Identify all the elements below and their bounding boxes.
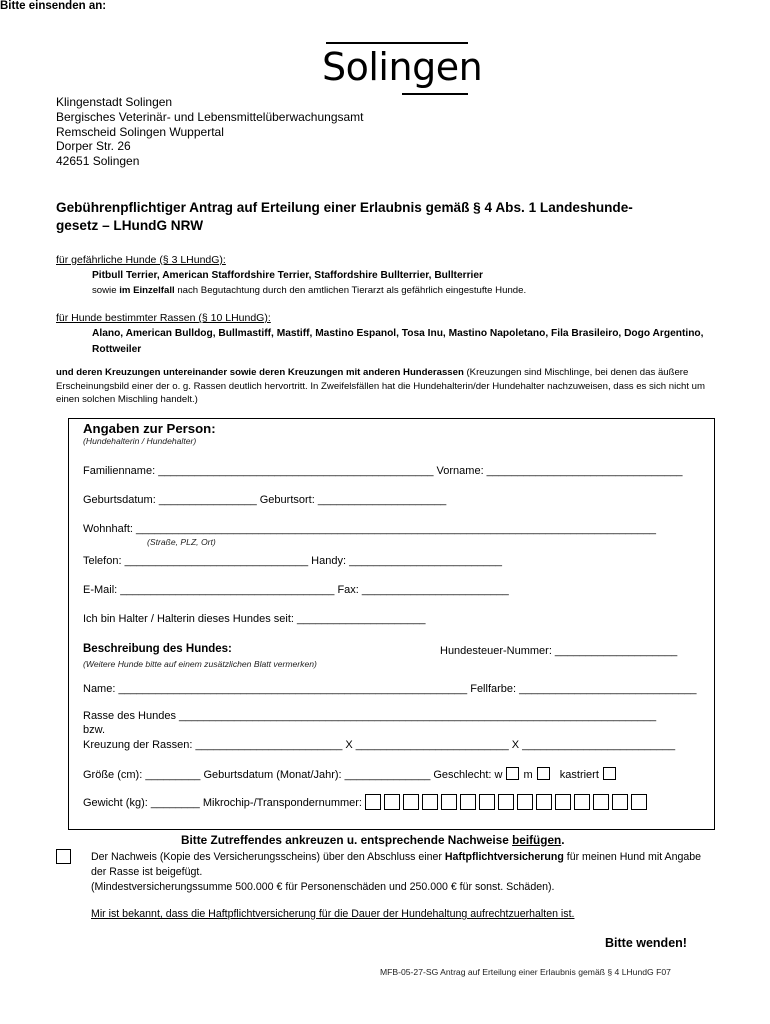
female-checkbox[interactable] xyxy=(506,767,519,780)
dog-name-field[interactable]: Name: _________________________________________________________ Fellfarbe: _____________________________ xyxy=(83,683,697,695)
dog-subheading: (Weitere Hunde bitte auf einem zusätzlichen Blatt vermerken) xyxy=(83,659,317,669)
proof-text-2: für meinen Hund mit Angabe der Rasse ist beigefügt. xyxy=(91,851,702,878)
proof-bold: Haftpflichtversicherung xyxy=(444,851,564,863)
dog-tax-number-field[interactable]: Hundesteuer-Nummer: ____________________ xyxy=(440,645,678,657)
male-checkbox[interactable] xyxy=(537,767,550,780)
male-label: m xyxy=(523,769,533,781)
size-row xyxy=(83,767,620,781)
neutered-label: kastriert xyxy=(559,769,599,781)
chip-digit-box[interactable] xyxy=(365,794,381,810)
size-birth-gender-label: Größe (cm): _________ Geburtsdatum (Monat/Jahr): ______________ Geschlecht: w xyxy=(83,769,503,781)
crossbreed-text: (Kreuzungen sind Mischlinge, bei denen das äußere Erscheinungsbild einer der o. g. Rassen deutlich hervortritt. In Zweifelsfällen hat die Hundehalterin/der Hundehalter nachzuweisen, dass es sich nicht um einen solchen Mischling handelt.) xyxy=(56,367,705,405)
person-heading: Angaben zur Person: xyxy=(83,421,216,436)
email-field[interactable]: E-Mail: ___________________________________ Fax: ________________________ xyxy=(83,584,509,596)
address-line: Klingenstadt Solingen xyxy=(56,95,173,109)
recipient-address xyxy=(56,95,364,169)
chip-digit-box[interactable] xyxy=(612,794,628,810)
heading-underlined: beifügen xyxy=(512,833,562,847)
heading-prefix: Bitte Zutreffendes ankreuzen u. entsprechende Nachweise xyxy=(181,833,513,847)
neutered-checkbox[interactable] xyxy=(603,767,616,780)
dangerous-dogs-label: für gefährliche Hunde (§ 3 LHundG): xyxy=(56,254,226,266)
chip-digit-box[interactable] xyxy=(555,794,571,810)
person-subheading: (Hundehalterin / Hundehalter) xyxy=(83,436,197,446)
crossbreed-bold: und deren Kreuzungen untereinander sowie deren Kreuzungen mit anderen Hunderassen xyxy=(56,367,464,378)
chip-digit-box[interactable] xyxy=(536,794,552,810)
address-line: Bergisches Veterinär- und Lebensmittelüberwachungsamt xyxy=(56,109,364,124)
chip-digit-box[interactable] xyxy=(479,794,495,810)
insurance-awareness-text: Mir ist bekannt, dass die Haftpflichtversicherung für die Dauer der Hundehaltung aufrechtzuerhalten ist. xyxy=(91,908,575,920)
chip-digit-box[interactable] xyxy=(574,794,590,810)
dangerous-breeds: Pitbull Terrier, American Staffordshire Terrier, Staffordshire Bullterrier, Bullterrier xyxy=(92,270,484,281)
chip-digit-box[interactable] xyxy=(403,794,419,810)
residence-hint: (Straße, PLZ, Ort) xyxy=(147,537,216,547)
address-line: Dorper Str. 26 xyxy=(56,139,131,154)
chip-number-boxes xyxy=(365,794,650,810)
certain-breeds-label: für Hunde bestimmter Rassen (§ 10 LHundG): xyxy=(56,312,271,324)
weight-chip-row xyxy=(83,794,650,810)
attachments-heading xyxy=(181,833,565,847)
heading-suffix: . xyxy=(561,833,565,847)
dog-heading: Beschreibung des Hundes: xyxy=(83,643,232,655)
note-bold: im Einzelfall xyxy=(119,285,175,296)
dangerous-note xyxy=(92,285,526,296)
phone-field[interactable]: Telefon: ______________________________ Handy: _________________________ xyxy=(83,555,503,567)
crossbreed-paragraph xyxy=(56,366,716,407)
insurance-proof-text xyxy=(91,850,711,895)
birth-field[interactable]: Geburtsdatum: ________________ Geburtsort: _____________________ xyxy=(83,494,447,506)
chip-digit-box[interactable] xyxy=(422,794,438,810)
chip-digit-box[interactable] xyxy=(593,794,609,810)
form-footer: MFB-05-27-SG Antrag auf Erteilung einer Erlaubnis gemäß § 4 LHundG F07 xyxy=(380,967,671,977)
residence-field[interactable]: Wohnhaft: _____________________________________________________________________________________ xyxy=(83,523,656,535)
chip-digit-box[interactable] xyxy=(460,794,476,810)
proof-text-3: (Mindestversicherungssumme 500.000 € für Personenschäden und 250.000 € für sonst. Schäden). xyxy=(91,881,555,893)
dog-breed-field[interactable]: Rasse des Hundes ______________________________________________________________________________ xyxy=(83,710,657,722)
holder-since-field[interactable]: Ich bin Halter / Halterin dieses Hundes seit: _____________________ xyxy=(83,613,426,625)
certain-breeds: Alano, American Bulldog, Bullmastiff, Mastiff, Mastino Espanol, Tosa Inu, Mastino Napoletano, Fila Brasileiro, Dogo Argentino, Rottweiler xyxy=(92,328,704,355)
note-suffix: nach Begutachtung durch den amtlichen Tierarzt als gefährlich eingestufte Hunde. xyxy=(174,285,527,296)
solingen-logo xyxy=(320,40,483,100)
chip-digit-box[interactable] xyxy=(384,794,400,810)
note-prefix: sowie xyxy=(92,285,120,296)
send-to-label: Bitte einsenden an: xyxy=(0,0,107,12)
insurance-proof-checkbox[interactable] xyxy=(56,849,71,864)
address-line: Remscheid Solingen Wuppertal xyxy=(56,124,224,139)
address-line: 42651 Solingen xyxy=(56,154,140,169)
chip-digit-box[interactable] xyxy=(498,794,514,810)
logo-top-line xyxy=(326,42,468,44)
crossbreed-field[interactable]: Kreuzung der Rassen: ________________________ X _________________________ X _________________________ xyxy=(83,739,676,751)
weight-chip-label: Gewicht (kg): ________ Mikrochip-/Transpondernummer: xyxy=(83,797,362,809)
chip-digit-box[interactable] xyxy=(631,794,647,810)
chip-digit-box[interactable] xyxy=(517,794,533,810)
familyname-field[interactable]: Familienname: _____________________________________________ Vorname: ________________________________ xyxy=(83,465,683,477)
document-title: Gebührenpflichtiger Antrag auf Erteilung einer Erlaubnis gemäß § 4 Abs. 1 Landeshunde-gesetz – LHundG NRW xyxy=(56,200,633,233)
chip-digit-box[interactable] xyxy=(441,794,457,810)
logo-wordmark: Solingen xyxy=(322,45,483,89)
logo-bottom-line xyxy=(402,93,468,95)
proof-text-1: Der Nachweis (Kopie des Versicherungsscheins) über den Abschluss einer xyxy=(91,851,445,863)
or-label: bzw. xyxy=(83,724,106,736)
application-form-box xyxy=(68,418,715,830)
please-turn-text: Bitte wenden! xyxy=(605,936,687,950)
